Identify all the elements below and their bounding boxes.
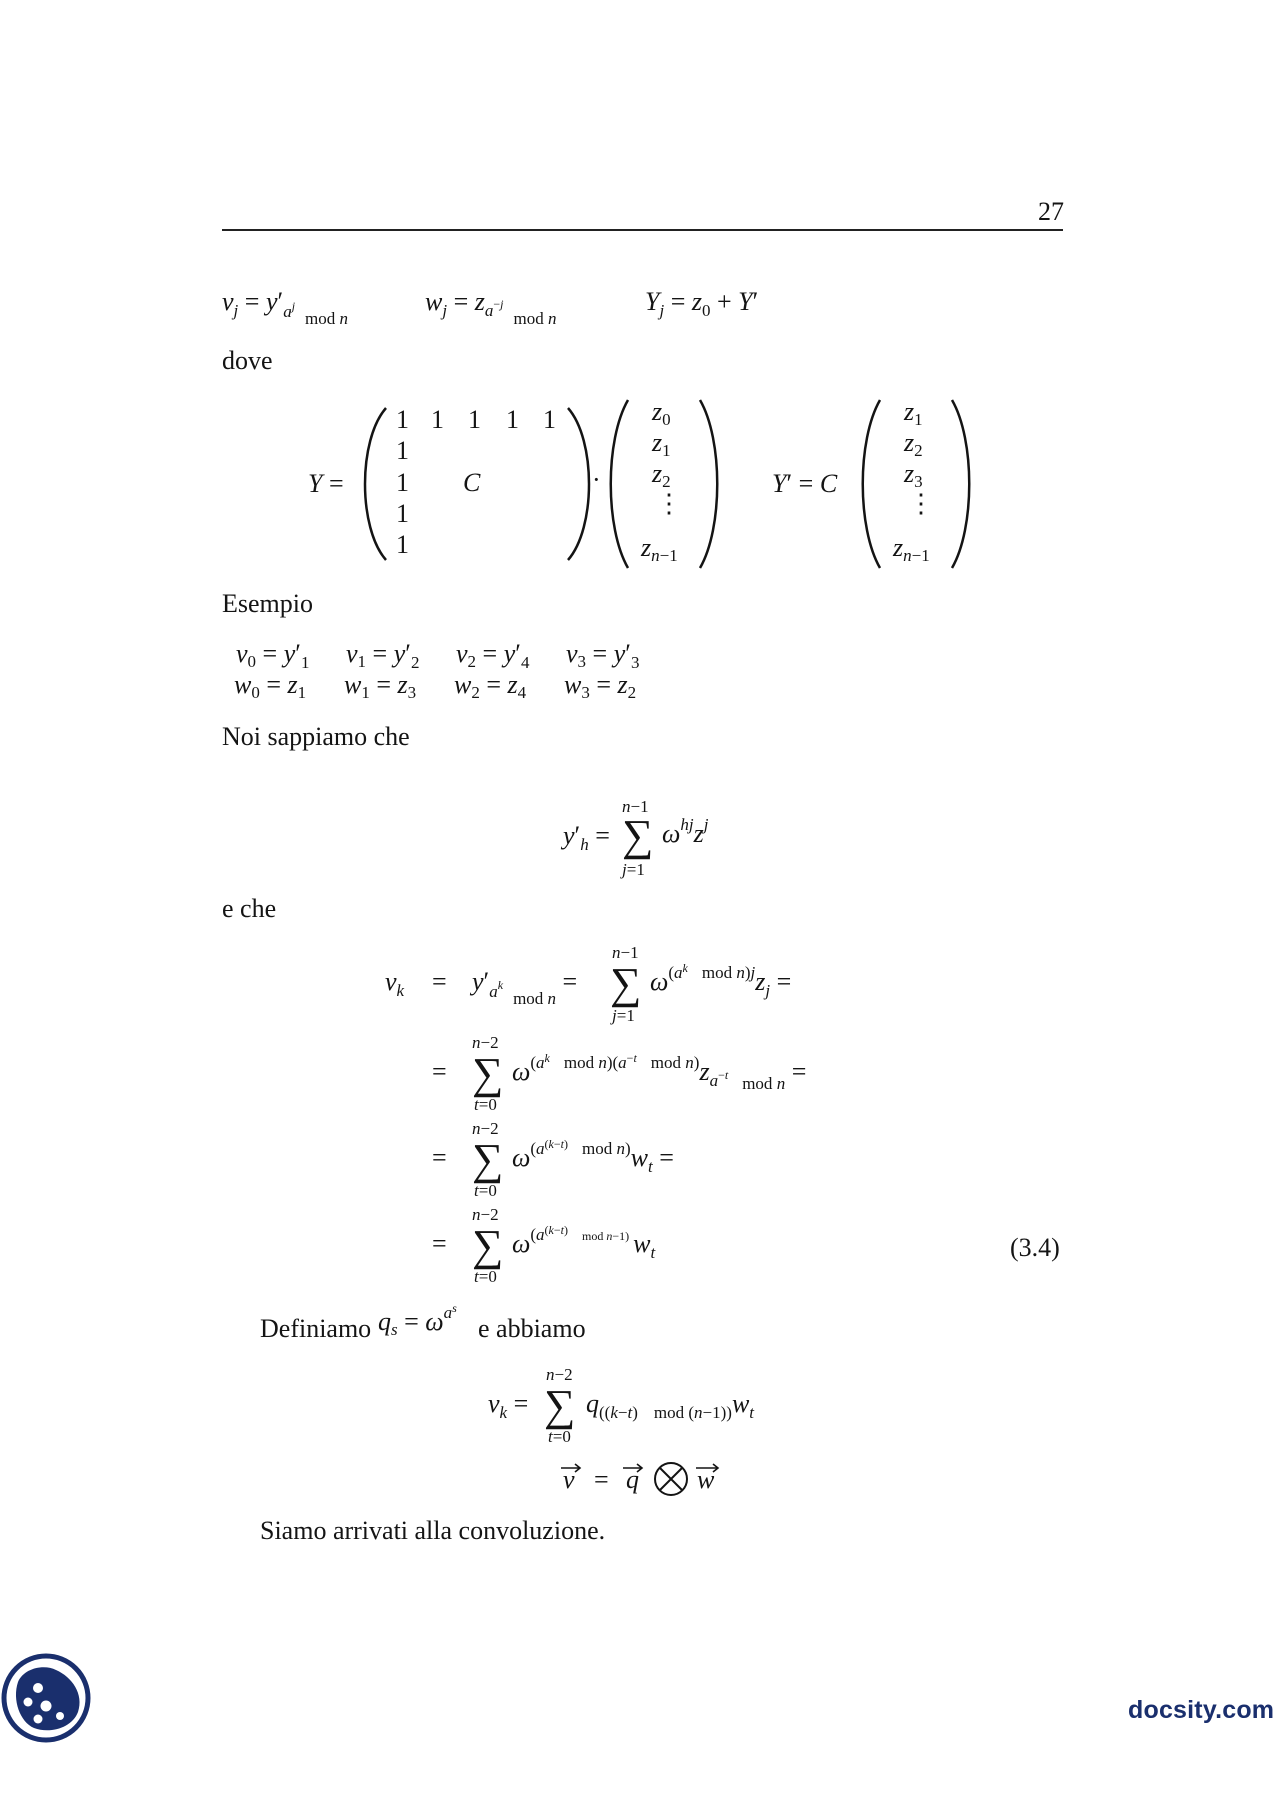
svg-text:q: q xyxy=(626,1465,639,1494)
equation-convolution xyxy=(561,1463,718,1495)
svg-text:q((k−t)mod (n−1))wt: $q_{((}k-t$) mod $(n-1))w_t$ xyxy=(586,1389,755,1422)
svg-text:t=0: t=0 xyxy=(474,1181,497,1200)
svg-text:v2 = y′4: $v2 = y'_4$ xyxy=(456,639,530,672)
svg-text:ωhjzj: $\omega^{hj}z^j$ xyxy=(662,815,709,848)
svg-text:n−1: n−1 xyxy=(612,943,639,962)
docsity-logo-icon[interactable] xyxy=(0,1650,96,1746)
svg-text:1: 1 xyxy=(396,530,409,559)
svg-text:v3 = y′3: $v3 = y'_3$ xyxy=(566,639,640,672)
svg-text:1: 1 xyxy=(468,405,481,434)
svg-text:w3 = z2: w3 = z2 xyxy=(564,670,637,702)
docsity-wordmark[interactable]: docsity.com xyxy=(1128,1696,1275,1724)
svg-text:t=0: t=0 xyxy=(548,1427,571,1446)
svg-text:vk: $v_k$ xyxy=(385,967,405,1000)
svg-text:∑: ∑ xyxy=(622,811,654,860)
svg-text:1: 1 xyxy=(396,436,409,465)
svg-text:⋮: ⋮ xyxy=(908,489,934,518)
svg-text:n−2: n−2 xyxy=(472,1205,499,1224)
svg-text:1: 1 xyxy=(396,468,409,497)
svg-text:1: 1 xyxy=(506,405,519,434)
svg-text:n−1: n−1 xyxy=(622,797,649,816)
paren-left-1 xyxy=(365,408,386,560)
svg-text:v0 = y′1: $v0 = y'_1$ xyxy=(236,639,310,672)
text-siamo-arrivati: Siamo arrivati alla convoluzione. xyxy=(260,1516,606,1545)
svg-text:=: = xyxy=(594,1465,609,1494)
word-e-abbiamo: e abbiamo xyxy=(478,1314,586,1343)
equation-vk-final xyxy=(488,1365,755,1446)
svg-text:z1: z1 xyxy=(904,397,923,429)
text-e-che: e che xyxy=(222,894,277,923)
svg-text:w1 = z3: w1 = z3 xyxy=(344,670,417,702)
svg-text:=: = xyxy=(432,1057,447,1086)
svg-text:t=0: t=0 xyxy=(474,1095,497,1114)
svg-text:∑: ∑ xyxy=(472,1221,504,1270)
svg-text:n−2: n−2 xyxy=(472,1033,499,1052)
svg-text:z2: z2 xyxy=(904,428,923,460)
svg-text:j=1: j=1 xyxy=(612,1006,635,1025)
svg-text:v: v xyxy=(563,1465,575,1494)
paren-right-1 xyxy=(568,408,589,560)
svg-text:t=0: t=0 xyxy=(474,1267,497,1286)
svg-text:j=1: j=1 xyxy=(622,860,645,879)
svg-text:v1 = y′2: $v1 = y'_2$ xyxy=(346,639,420,672)
svg-text:·: · xyxy=(592,465,601,494)
svg-text:∑: ∑ xyxy=(472,1135,504,1184)
svg-text:∑: ∑ xyxy=(544,1381,576,1430)
equation-qs xyxy=(378,1301,457,1339)
svg-text:z3: z3 xyxy=(904,459,923,491)
svg-text:vj = y′ajmod n: $v_j = y'_a^j_{mod}$ n xyxy=(222,287,349,328)
paren-left-2 xyxy=(611,400,628,568)
paren-left-3 xyxy=(863,400,880,568)
word-esempio: Esempio xyxy=(222,589,313,618)
svg-text:z0: z0 xyxy=(652,397,671,429)
svg-text:Yj = z0 + Y′: $Y_j = z_0 + Y'$ xyxy=(645,287,759,320)
word-dove: dove xyxy=(222,346,273,375)
svg-text:∑: ∑ xyxy=(610,959,642,1008)
svg-text:vk =: $v_k$ = xyxy=(488,1389,529,1422)
svg-text:ω(akmod n)jzj =: $\omega^(a^k$ $_{mod}$ $n)jz_j$ = xyxy=(650,961,792,1000)
aligned-derivation xyxy=(385,943,806,1286)
svg-text:z2: z2 xyxy=(652,459,671,491)
svg-text:C: C xyxy=(463,468,481,497)
svg-text:z1: z1 xyxy=(652,428,671,460)
svg-text:∑: ∑ xyxy=(472,1049,504,1098)
svg-text:⋮: ⋮ xyxy=(656,489,682,518)
svg-text:zn−1: zn−1 xyxy=(641,533,678,565)
svg-text:ω(a(k−t)mod n)wt =: ω(a(k−t) $_{mod}$ $n)w_t$ = xyxy=(512,1137,674,1176)
svg-text:w: w xyxy=(697,1465,715,1494)
svg-text:=: = xyxy=(432,967,447,996)
svg-text:1: 1 xyxy=(431,405,444,434)
equation-definitions xyxy=(222,287,758,328)
svg-text:=: = xyxy=(432,1143,447,1172)
example-table xyxy=(234,639,639,702)
word-definiamo: Definiamo xyxy=(260,1314,372,1343)
svg-text:1: 1 xyxy=(543,405,556,434)
svg-text:n−2: n−2 xyxy=(546,1365,573,1384)
paren-right-2 xyxy=(700,400,717,568)
svg-text:1: 1 xyxy=(396,405,409,434)
svg-text:zn−1: zn−1 xyxy=(893,533,930,565)
svg-text:y′akmod n =: $y'_a^k_{mod}$ n = xyxy=(472,967,578,1008)
paren-right-3 xyxy=(952,400,969,568)
text-noi-sappiamo-che: Noi sappiamo che xyxy=(222,722,410,751)
svg-text:ω(a(k−t)mod n−1)wt: ω(a(k−t) $_{mod}$ n−1) $w_t$ xyxy=(512,1223,656,1262)
svg-text:w0 = z1: w0 = z1 xyxy=(234,670,307,702)
equation-yh xyxy=(560,797,709,879)
svg-text:n−2: n−2 xyxy=(472,1119,499,1138)
matrix-equation xyxy=(308,397,969,568)
svg-text:Y =: Y = xyxy=(308,469,344,498)
svg-text:ω(akmod n)(a−tmod n)za−tmod n: $\omega^(a^k$ $_{mod}$ n)(a−t $_{mod}$ $n)z_a^-t$ $_{mod}$ n = xyxy=(512,1051,807,1093)
svg-text:wj = za−jmod n: $w_j = z_a^-j_{mod}$ n xyxy=(425,287,557,328)
svg-text:1: 1 xyxy=(396,499,409,528)
svg-text:qs = ωas: qs = $\omega^{as}$ xyxy=(378,1301,457,1339)
page-number: 27 xyxy=(1038,197,1064,226)
svg-text:Y′ = C: Y′ = C xyxy=(772,469,838,498)
svg-text:w2 = z4: w2 = z4 xyxy=(454,670,527,702)
svg-text:=: = xyxy=(432,1229,447,1258)
svg-text:y′h =: $y'_h$ = xyxy=(563,821,610,854)
equation-number: (3.4) xyxy=(1010,1233,1060,1262)
